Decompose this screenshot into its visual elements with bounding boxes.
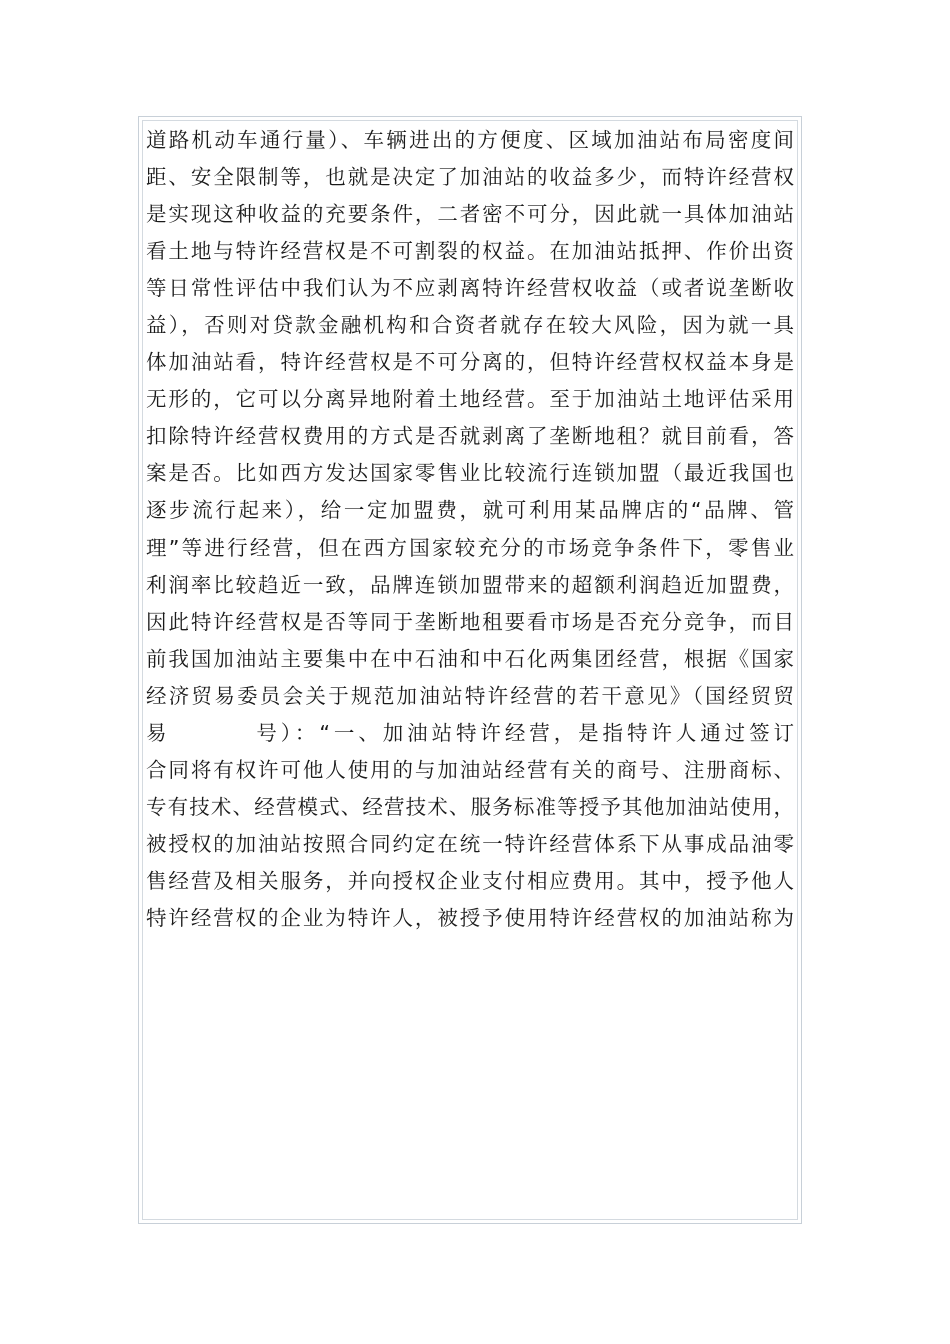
text-line: 因此特许经营权是否等同于垄断地租要看市场是否充分竞争，而目 bbox=[146, 609, 794, 634]
text-line: 看土地与特许经营权是不可割裂的权益。在加油站抵押、作价出资 bbox=[146, 239, 794, 264]
text-line: 扣除特许经营权费用的方式是否就剥离了垄断地租？就目前看，答 bbox=[146, 424, 794, 449]
text-line: 合同将有权许可他人使用的与加油站经营有关的商号、注册商标、 bbox=[146, 757, 794, 782]
split-line-right: 号）：“一、加油站特许经营，是指特许人通过签订 bbox=[252, 720, 794, 745]
split-line-left: 易 bbox=[146, 720, 171, 745]
text-line: 道路机动车通行量）、车辆进出的方便度、区域加油站布局密度间 bbox=[146, 128, 794, 152]
text-line: 案是否。比如西方发达国家零售业比较流行连锁加盟（最近我国也 bbox=[146, 461, 794, 486]
text-line: 利润率比较趋近一致，品牌连锁加盟带来的超额利润趋近加盟费， bbox=[146, 572, 794, 597]
text-line: 体加油站看，特许经营权是不可分离的，但特许经营权权益本身是 bbox=[146, 350, 794, 375]
text-line: 特许经营权的企业为特许人，被授予使用特许经营权的加油站称为 bbox=[146, 905, 794, 930]
text-line: 逐步流行起来），给一定加盟费，就可利用某品牌店的“品牌、管 bbox=[146, 498, 794, 523]
text-line: 距、安全限制等，也就是决定了加油站的收益多少，而特许经营权 bbox=[146, 165, 794, 190]
text-line: 是实现这种收益的充要条件，二者密不可分，因此就一具体加油站 bbox=[146, 202, 794, 227]
document-body bbox=[146, 122, 794, 937]
text-line-split bbox=[146, 715, 794, 752]
text-line: 理”等进行经营，但在西方国家较充分的市场竞争条件下，零售业 bbox=[146, 535, 794, 560]
text-line: 无形的，它可以分离异地附着土地经营。至于加油站土地评估采用 bbox=[146, 387, 794, 412]
text-line: 益），否则对贷款金融机构和合资者就存在较大风险，因为就一具 bbox=[146, 313, 794, 338]
text-line: 售经营及相关服务，并向授权企业支付相应费用。其中，授予他人 bbox=[146, 868, 794, 893]
text-line: 经济贸易委员会关于规范加油站特许经营的若干意见》（国经贸贸 bbox=[146, 683, 794, 708]
text-line: 等日常性评估中我们认为不应剥离特许经营权收益（或者说垄断收 bbox=[146, 276, 794, 301]
text-line: 被授权的加油站按照合同约定在统一特许经营体系下从事成品油零 bbox=[146, 831, 794, 856]
text-line: 前我国加油站主要集中在中石油和中石化两集团经营，根据《国家 bbox=[146, 646, 794, 671]
text-line: 专有技术、经营模式、经营技术、服务标准等授予其他加油站使用， bbox=[146, 794, 794, 819]
